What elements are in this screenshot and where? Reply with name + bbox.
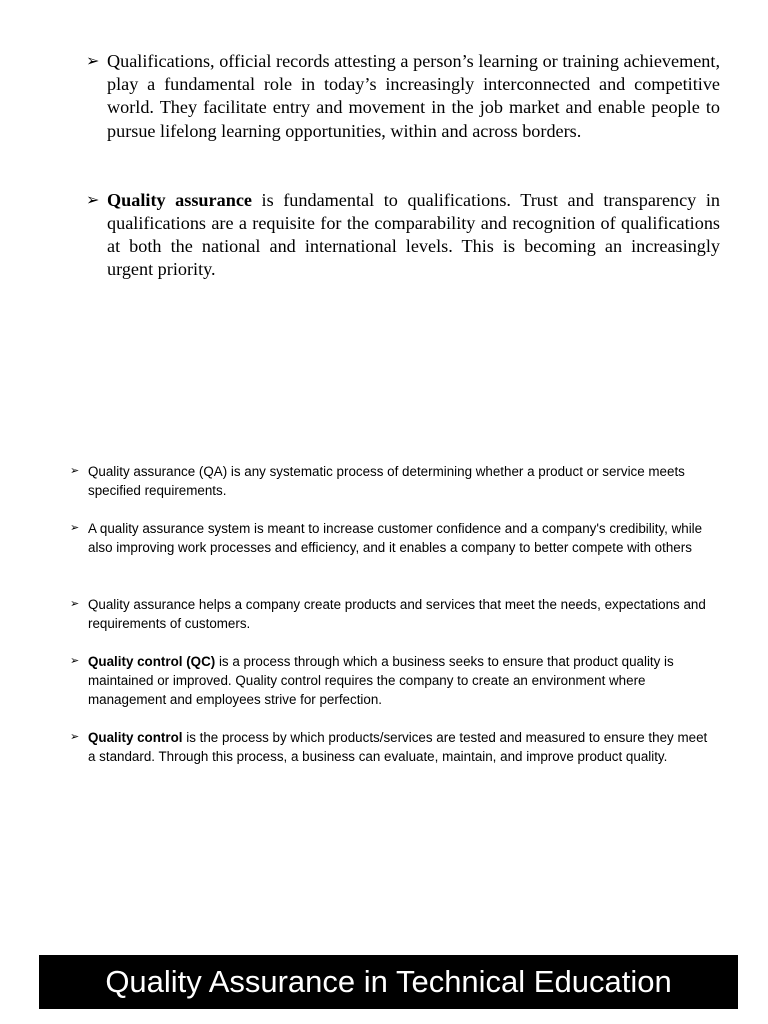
definitions-bullet-list [70,462,710,766]
bullet-bold-term: Quality control (QC) [88,653,216,669]
bullet-text: is the process by which products/services are tested and measured to ensure they meet a standard. Through this process, a business can evaluate, maintain, and improve product quality. [88,729,708,764]
bullet-qc-definition [70,652,710,710]
bullet-bold-term: Quality assurance [107,189,252,210]
bullet-text: Quality assurance (QA) is any systematic process of determining whether a product or service meets specified requirements. [88,464,685,499]
arrow-bullet-icon: ➢ [70,730,80,743]
bullet-text: A quality assurance system is meant to increase customer confidence and a company's credibility, while also improving work processes and efficiency, and it enables a company to better compete with others [88,520,703,555]
arrow-bullet-icon: ➢ [70,521,80,534]
arrow-bullet-icon: ➢ [86,191,100,209]
footer-title-banner [39,955,738,1009]
arrow-bullet-icon: ➢ [70,465,80,477]
intro-bullet-qualifications [86,50,720,143]
bullet-qa-definition [70,462,710,501]
bullet-qa-helps [70,595,710,634]
bullet-qa-system [70,519,710,558]
arrow-bullet-icon: ➢ [86,53,100,70]
bullet-bold-term: Quality control [88,729,183,745]
intro-bullet-quality-assurance [86,189,720,282]
bullet-qc-process [70,728,710,767]
bullet-text: Quality assurance helps a company create products and services that meet the needs, expectations and requirements of customers. [88,597,706,632]
bullet-text: Qualifications, official records attesting a person’s learning or training achievement, play a fundamental role in today’s increasingly interconnected and competitive world. They facilitate entry and movement in the job market and enable people to pursue lifelong learning opportunities, within and across borders. [107,51,720,141]
bullet-text: is a process through which a business seeks to ensure that product quality is maintained or improved. Quality control requires the company to create an environment where management and employees strive for perfection. [88,653,674,708]
arrow-bullet-icon: ➢ [70,654,80,667]
intro-bullet-list [86,50,720,282]
arrow-bullet-icon: ➢ [70,598,80,611]
footer-title: Quality Assurance in Technical Education [105,964,672,999]
bullet-text: is fundamental to qualifications. Trust and transparency in qualifications are a requisite for the comparability and recognition of qualifications at both the national and international levels. This is becoming an increasingly urgent priority. [107,189,720,280]
